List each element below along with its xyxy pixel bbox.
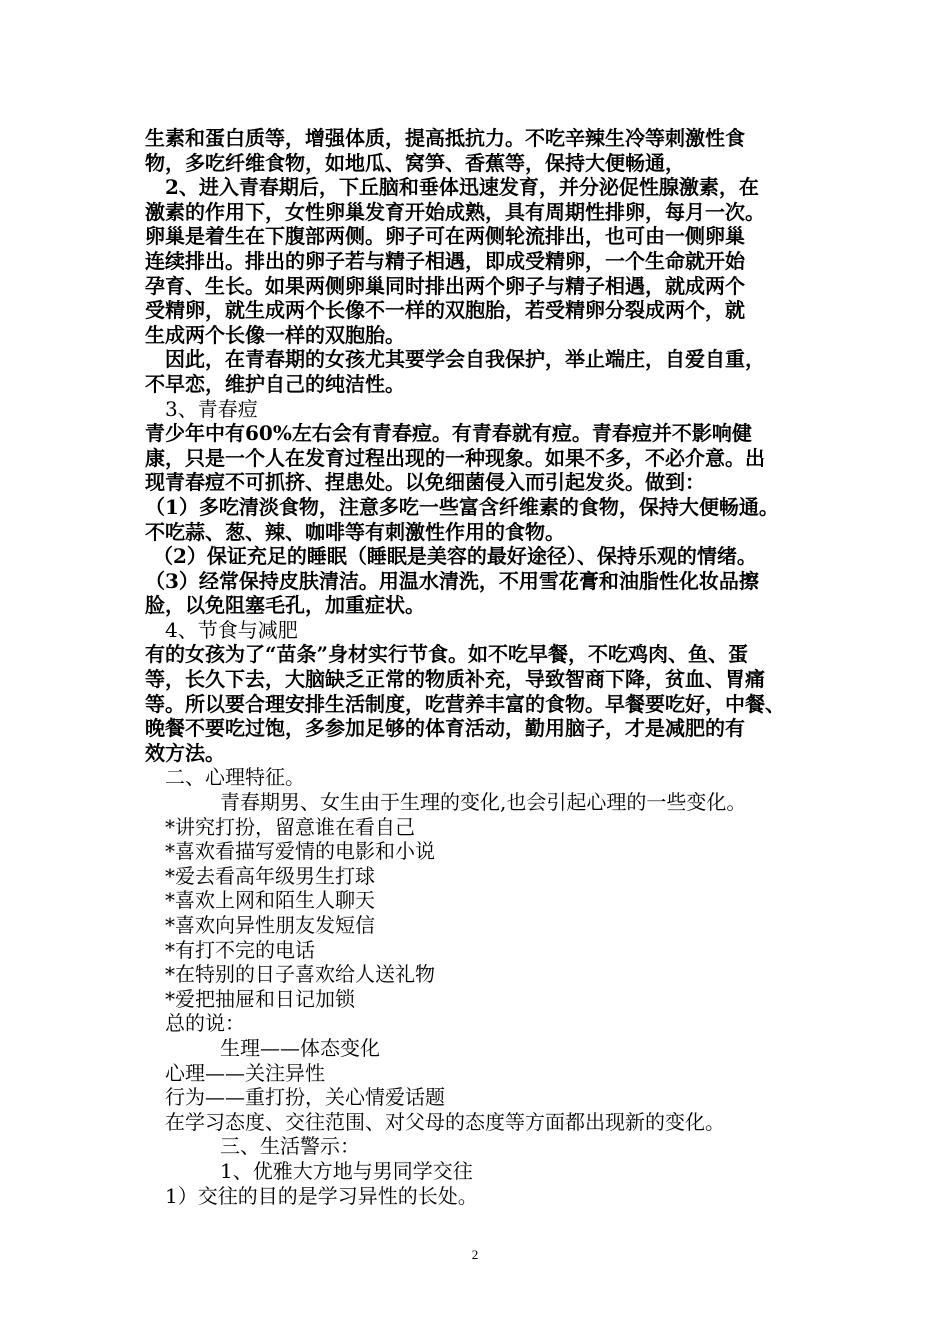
text-line: 青春期男、女生由于生理的变化,也会引起心理的一些变化。 bbox=[220, 790, 747, 815]
text-line: 脸，以免阻塞毛孔，加重症状。 bbox=[145, 593, 425, 618]
text-line: 孕育、生长。如果两侧卵巢同时排出两个卵子与精子相遇，就成两个 bbox=[145, 273, 745, 298]
text-line: 卵巢是着生在下腹部两侧。卵子可在两侧轮流排出，也可由一侧卵巢 bbox=[145, 224, 745, 249]
text-line: *有打不完的电话 bbox=[165, 937, 315, 962]
text-line: 总的说： bbox=[165, 1011, 245, 1036]
text-line: 效方法。 bbox=[145, 740, 225, 765]
text-line: 1）交往的目的是学习异性的长处。 bbox=[165, 1183, 478, 1208]
text-line: 等，长久下去，大脑缺乏正常的物质补充，导致智商下降，贫血、胃痛 bbox=[145, 667, 765, 692]
text-line: 等。所以要合理安排生活制度，吃营养丰富的食物。早餐要吃好，中餐、 bbox=[145, 691, 785, 716]
text-line: 1、优雅大方地与男同学交往 bbox=[220, 1158, 473, 1183]
text-line: *爱把抽屉和日记加锁 bbox=[165, 986, 355, 1011]
text-line: 有的女孩为了“苗条”身材实行节食。如不吃早餐，不吃鸡肉、鱼、蛋 bbox=[145, 642, 749, 667]
text-line: 生理——体态变化 bbox=[220, 1035, 380, 1060]
text-line: 物，多吃纤维食物，如地瓜、窝笋、香蕉等，保持大便畅通， bbox=[145, 150, 685, 175]
text-line: 2、进入青春期后，下丘脑和垂体迅速发育，并分泌促性腺激素，在 bbox=[165, 175, 759, 200]
document-body bbox=[145, 126, 815, 1208]
text-line: （3）经常保持皮肤清洁。用温水清洗，不用雪花膏和油脂性化妆品擦 bbox=[145, 568, 759, 593]
text-line: 心理——关注异性 bbox=[165, 1060, 325, 1085]
text-line: 生成两个长像一样的双胞胎。 bbox=[145, 322, 405, 347]
text-line: 康，只是一个人在发育过程出现的一种现象。如果不多，不必介意。出 bbox=[145, 445, 765, 470]
text-line: 三、生活警示： bbox=[220, 1134, 360, 1159]
text-line: 不早恋，维护自己的纯洁性。 bbox=[145, 371, 405, 396]
text-line: *讲究打扮，留意谁在看自己 bbox=[165, 814, 415, 839]
text-line: *喜欢上网和陌生人聊天 bbox=[165, 888, 375, 913]
text-line: *喜欢看描写爱情的电影和小说 bbox=[165, 839, 435, 864]
text-line: *爱去看高年级男生打球 bbox=[165, 863, 375, 888]
text-line: 3、青春痘 bbox=[165, 396, 258, 421]
text-line: 不吃蒜、葱、辣、咖啡等有刺激性作用的食物。 bbox=[145, 519, 565, 544]
page-number: 2 bbox=[471, 1247, 479, 1262]
text-line: 青少年中有60%左右会有青春痘。有青春就有痘。青春痘并不影响健 bbox=[145, 421, 752, 446]
text-line: （1）多吃清淡食物，注意多吃一些富含纤维素的食物，保持大便畅通。 bbox=[145, 494, 779, 519]
text-line: 现青春痘不可抓挤、捏患处。以免细菌侵入而引起发炎。做到： bbox=[145, 470, 705, 495]
text-line: 晚餐不要吃过饱，多参加足够的体育活动，勤用脑子，才是减肥的有 bbox=[145, 716, 745, 741]
text-line: 因此，在青春期的女孩尤其要学会自我保护，举止端庄，自爱自重， bbox=[165, 347, 765, 372]
text-line: 行为——重打扮，关心情爱话题 bbox=[165, 1085, 445, 1110]
text-line: 受精卵，就生成两个长像不一样的双胞胎，若受精卵分裂成两个，就 bbox=[145, 298, 745, 323]
text-line: 连续排出。排出的卵子若与精子相遇，即成受精卵，一个生命就开始 bbox=[145, 248, 745, 273]
text-line: *喜欢向异性朋友发短信 bbox=[165, 913, 375, 937]
text-line: 4、节食与减肥 bbox=[165, 617, 298, 642]
text-line: 二、心理特征。 bbox=[165, 765, 305, 790]
text-line: （2）保证充足的睡眠（睡眠是美容的最好途径）、保持乐观的情绪。 bbox=[153, 544, 757, 569]
text-line: *在特别的日子喜欢给人送礼物 bbox=[165, 962, 435, 987]
text-line: 在学习态度、交往范围、对父母的态度等方面都出现新的变化。 bbox=[165, 1109, 725, 1134]
text-line: 激素的作用下，女性卵巢发育开始成熟，具有周期性排卵，每月一次。 bbox=[145, 199, 765, 224]
text-line: 生素和蛋白质等，增强体质，提高抵抗力。不吃辛辣生冷等刺激性食 bbox=[145, 126, 745, 150]
